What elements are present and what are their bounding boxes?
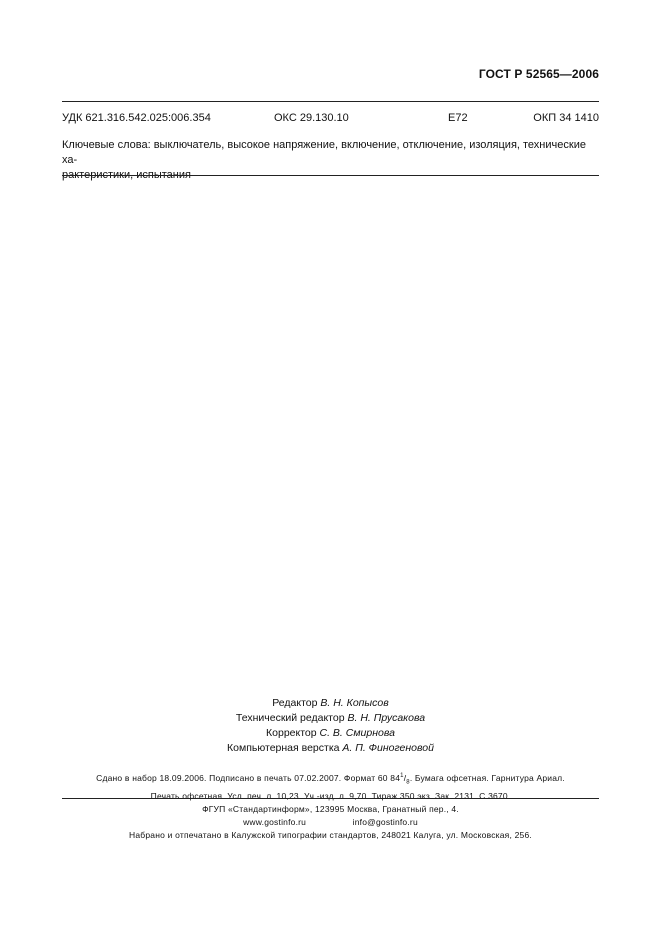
imprint-line-1-part-1: Сдано в набор 18.09.2006. Подписано в печать 07.02.2007. Формат 60 84 (96, 772, 401, 783)
corrector-label: Корректор (266, 727, 317, 739)
corrector-name: С. В. Смирнова (319, 727, 395, 739)
top-divider (62, 101, 599, 102)
editor-line (0, 696, 661, 711)
layout-label: Компьютерная верстка (227, 742, 340, 754)
keywords-line-2: рактеристики, испытания (62, 169, 191, 181)
standard-number: ГОСТ Р 52565—2006 (478, 67, 599, 81)
imprint-line-1: Сдано в набор 18.09.2006. Подписано в печать 07.02.2007. Формат 60 $84^1/_8$. Бумага офсетная. Гарнитура Ариал. (96, 772, 565, 786)
keywords-line-1: Ключевые слова: выключатель, высокое напряжение, включение, отключение, изоляция, технические ха- (62, 139, 586, 166)
oks-code: ОКС 29.130.10 (274, 112, 349, 124)
publisher-address: ФГУП «Стандартинформ», 123995 Москва, Гранатный пер., 4. (202, 804, 459, 814)
classification-codes (62, 112, 599, 126)
publisher-website: www.gostinfo.ru (243, 817, 307, 827)
format-fraction-denominator: 8 (406, 779, 410, 786)
publisher-email: info@gostinfo.ru (352, 817, 418, 827)
credits-block (0, 696, 661, 756)
okp-code: ОКП 34 1410 (533, 112, 599, 124)
format-fraction-numerator: 1 (400, 773, 404, 779)
keywords-divider (62, 175, 599, 176)
editor-name: В. Н. Копысов (320, 697, 389, 709)
e-code: Е72 (448, 112, 468, 124)
printing-house-line: Набрано и отпечатано в Калужской типографии стандартов, 248021 Калуга, ул. Московская, 256. (129, 830, 532, 840)
imprint-line-1-part-2: . Бумага офсетная. Гарнитура Ариал. (409, 772, 565, 783)
publisher-block (62, 803, 599, 842)
tech-editor-label: Технический редактор (235, 712, 345, 724)
tech-editor-name: В. Н. Прусакова (347, 712, 426, 724)
publisher-contacts (62, 816, 599, 829)
udk-code: УДК 621.316.542.025:006.354 (62, 112, 211, 124)
imprint-line-2: Печать офсетная. Усл. печ. л. 10,23. Уч.-изд. л. 9,70. Тираж 350 экз. Зак. 2131. С 3670. (150, 790, 511, 801)
layout-name: А. П. Финогеновой (342, 742, 434, 754)
layout-line (0, 741, 661, 756)
imprint-divider (62, 798, 599, 799)
keywords-block (62, 138, 599, 183)
tech-editor-line (0, 711, 661, 726)
editor-label: Редактор (272, 697, 318, 709)
corrector-line (0, 726, 661, 741)
